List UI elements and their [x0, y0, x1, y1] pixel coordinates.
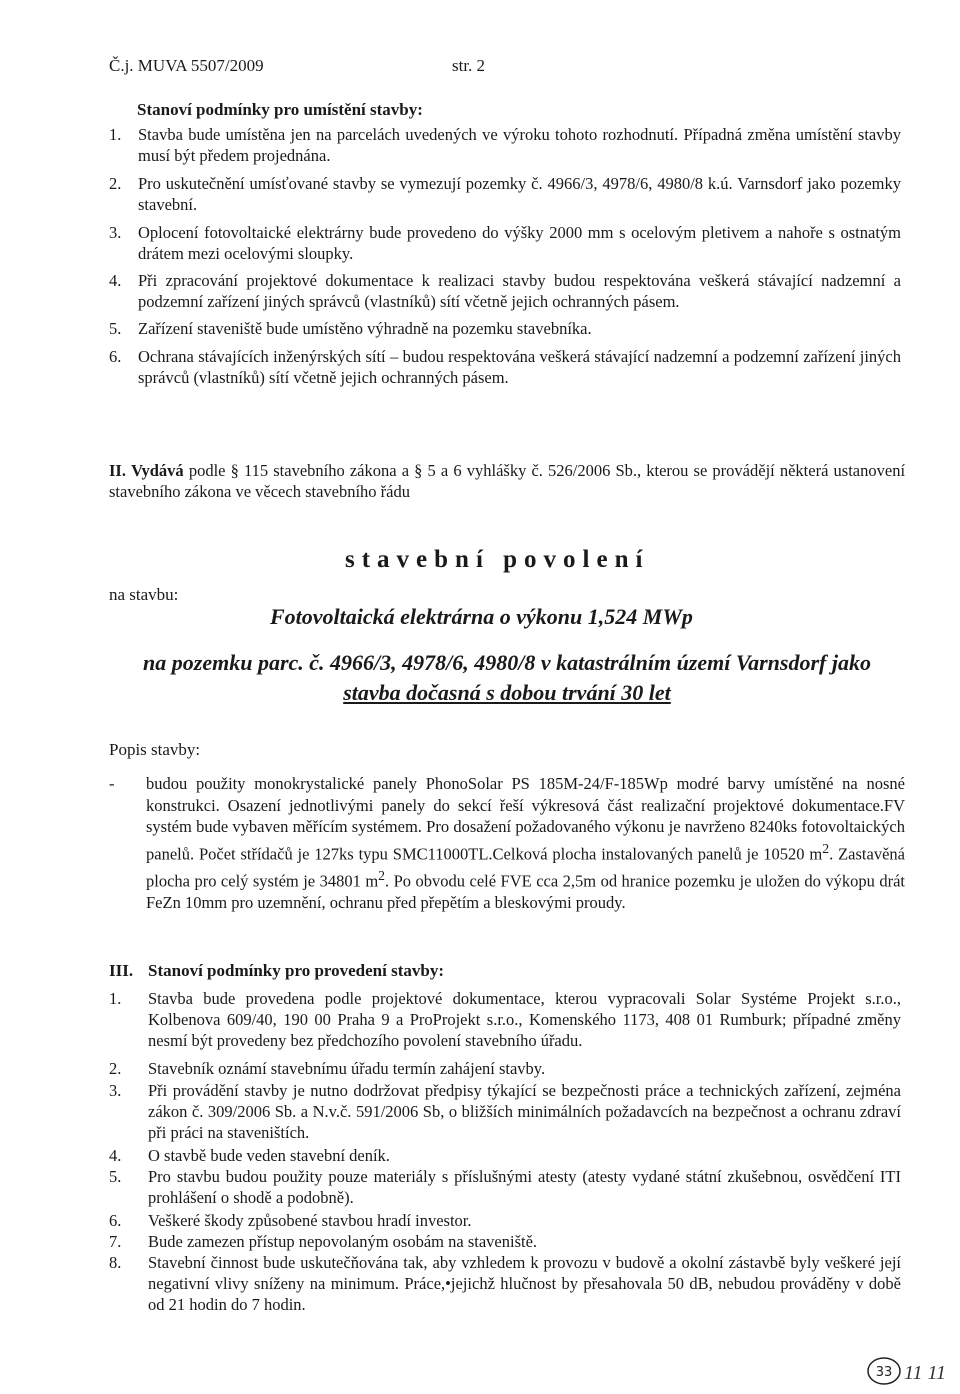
placement-item: 1. Stavba bude umístěna jen na parcelách uvedených ve výroku tohoto rozhodnutí. Případná změna umístění stavby musí být předem projednána. — [109, 125, 901, 165]
permit-title: stavební povolení — [345, 546, 650, 573]
execution-item: 4. O stavbě bude veden stavební deník. — [109, 1146, 390, 1165]
execution-item: 7. Bude zamezen přístup nepovolaným osobám na staveniště. — [109, 1232, 538, 1251]
section-iii-number: III. — [109, 961, 134, 980]
section-ii-paragraph — [109, 460, 905, 502]
building-label: na stavbu: — [109, 585, 179, 604]
description-text: budou použity monokrystalické panely PhonoSolar PS 185M-24/F-185Wp modré barvy umístěné na nosné konstrukci. Osazení jednotlivými panely do sekcí řeší výkresová část realizační projektové dokumentace.FV systém bude vybaven měřícím systémem. Pro dosažení požadovaného výkonu je navrženo 8240ks fotovoltaických panelů. Počet střídačů je 127ks typu SMC11000TL.Celková plocha instalovaných panelů je 10520 $m^2$. Zastavěná plocha pro celý systém je 34801 $m^2$. Po obvodu celé FVE cca 2,5m od hranice pozemku je uložen do výkopu drát FeZn 10mm pro uzemnění, ochranu před přepětím a bleskovými proudy. — [146, 774, 905, 912]
plot-line-2: stavba dočasná s dobou trvání 30 let — [343, 680, 671, 705]
placement-item: 4. Při zpracování projektové dokumentace k realizaci stavby budou respektována veškerá stávající nadzemní a podzemní zařízení jiných správců (vlastníků) sítí včetně jejich ochranných pásem. — [109, 271, 901, 311]
section-ii-text: podle § 115 stavebního zákona a § 5 a 6 vyhlášky č. 526/2006 Sb., kterou se provádějí některá ustanovení stavebního zákona ve věcech stavebního řádu — [109, 461, 906, 501]
handwritten-initials: 11 11 — [904, 1362, 947, 1384]
execution-item: 6. Veškeré škody způsobené stavbou hradí investor. — [109, 1211, 472, 1230]
description-heading: Popis stavby: — [109, 740, 201, 759]
svg-text:33: 33 — [875, 1365, 893, 1380]
building-name: Fotovoltaická elektrárna o výkonu 1,524 MWp — [270, 604, 693, 629]
section-ii-lead: Vydává — [131, 461, 184, 480]
placement-conditions-heading: Stanoví podmínky pro umístění stavby: — [137, 100, 423, 119]
execution-item: 2. Stavebník oznámí stavebnímu úřadu termín zahájení stavby. — [109, 1059, 546, 1078]
dash-marker: - — [109, 774, 115, 793]
execution-item: 8. Stavební činnost bude uskutečňována tak, aby vzhledem k provozu v budově a okolní zástavbě byly veškeré její negativní vlivy sníženy na minimum. Práce,•jejichž hlučnost by přesahovala 50 dB, nebudou prováděny v době od 21 hodin do 7 hodin. — [109, 1253, 901, 1314]
reference-number: Č.j. MUVA 5507/2009 — [109, 56, 264, 75]
section-ii-number: II. — [109, 461, 126, 480]
execution-item: 3. Při provádění stavby je nutno dodržovat předpisy týkající se bezpečnosti práce a technických zařízení, zejména zákon č. 309/2006 Sb. a N.v.č. 591/2006 Sb, o bližších minimálních požadavcích na bezpečnost a ochranu zdraví při práci na staveništích. — [109, 1081, 901, 1142]
description-item — [109, 773, 905, 913]
execution-conditions-heading: Stanoví podmínky pro provedení stavby: — [148, 961, 444, 980]
placement-item: 2. Pro uskutečnění umísťované stavby se vymezují pozemky č. 4966/3, 4978/6, 4980/8 k.ú. Varnsdorf jako pozemky stavební. — [109, 174, 901, 214]
plot-description — [109, 648, 905, 708]
placement-item: 3. Oplocení fotovoltaické elektrárny bude provedeno do výšky 2000 mm s ocelovým pletivem a nahoře s ostnatým drátem mezi ocelovými sloupky. — [109, 223, 901, 263]
placement-item: 6. Ochrana stávajících inženýrských sítí – budou respektována veškerá stávající nadzemní a podzemní zařízení jiných správců (vlastníků) sítí včetně jejich ochranných pásem. — [109, 347, 901, 387]
round-stamp-icon — [866, 1356, 902, 1386]
plot-line-1: na pozemku parc. č. 4966/3, 4978/6, 4980/8 v katastrálním území Varnsdorf jako — [143, 650, 871, 675]
execution-item: 5. Pro stavbu budou použity pouze materiály s příslušnými atesty (atesty vydané státní zkušebnou, osvědčení ITI prohlášení o shodě a podobně). — [109, 1167, 901, 1207]
page-number: str. 2 — [452, 56, 486, 75]
execution-item: 1. Stavba bude provedena podle projektové dokumentace, kterou vypracovali Solar Systéme Projekt s.r.o., Kolbenova 609/40, 190 00 Praha 9 a ProProjekt s.r.o., Komenského 1173, 408 01 Rumburk; případné změny nesmí být provedeny bez předchozího povolení stavebního úřadu. — [109, 989, 901, 1050]
placement-item: 5. Zařízení staveniště bude umístěno výhradně na pozemku stavebníka. — [109, 319, 592, 338]
